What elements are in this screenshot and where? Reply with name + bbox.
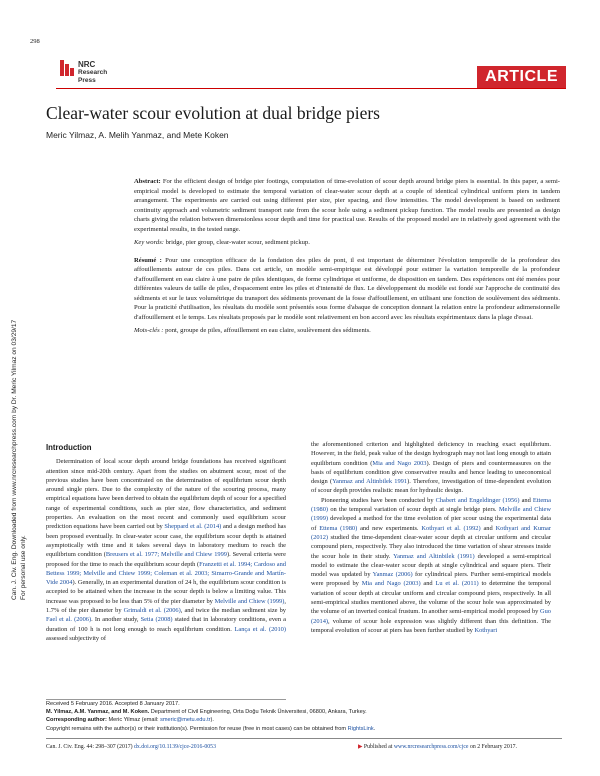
citation-link[interactable]: Breusers et al. 1977; Melville and Chiew 1999 <box>105 551 227 559</box>
resume-label: Résumé : <box>134 256 162 264</box>
logo-text <box>78 61 118 85</box>
citation-link[interactable]: Ettema (1980) <box>311 496 551 514</box>
resume-text: Pour une conception efficace de la fondation des piles de pont, il est important de déterminer l'évolution temporelle de la profondeur des affouillements autour de ces piles. Dans cet article, un modèle semi-empirique est développé pour estimer la variation temporelle de la profondeur d'affouillement en eau claire à une paire de piles identiques, de forme cylindrique et uniforme, de disposition en tandem. Des expériences ont été menées pour différentes valeurs de taille de piles, d'espacement entre les piles et d'intensité de flux. Le développement du modèle est fondé sur l'approche de continuité des sédiments et sur le taux volumétrique du transport des sédiments provenant de la fosse d'affouillement, en utilisant une fonction de soulèvement des sédiments. Pour la praticité d'utilisation, les résultats du modèle sont présentés sous forme d'abaque de conception donnant la relation entre la profondeur adimensionnelle d'affouillement et le temps. Les résultats proposés par le modèle sont relativement en bon accord avec les résultats expérimentaux dans la plage d'essai. <box>134 256 561 321</box>
affiliation-line: M. Yilmaz, A.M. Yanmaz, and M. Koken. Department of Civil Engineering, Orta Doğu Teknik Üniversitesi, 06800, Ankara, Turkey. <box>46 709 367 716</box>
citation-link[interactable]: Chabert and Engeldinger (1956) <box>435 496 520 504</box>
citation-link[interactable]: Lu et al. (2011) <box>435 580 479 588</box>
intro-paragraph-2: Pioneering studies have been conducted by Chabert and Engeldinger (1956) and Ettema (1980) on the temporal variation of scour depth at single bridge piers. Melville and Chiew (1999) developed a method for the time evolution of pier scour using the experimental data of Ettema (1980) and new experiments. Kothyari et al. (1992) and Kothyari and Kumar (2012) studied the time-dependent clear-water scour depth at circular uniform and circular compound piers, respectively. They also introduced the time variation of shear stresses inside the scour hole in their study. Yanmaz and Altinbilek (1991) developed a semi-empirical model to estimate the clear-water scour depth at single cylindrical and square piers. Their model was updated by Yanmaz (2006) for cylindrical piers. Further semi-empirical models were proposed by Mia and Nago (2003) and Lu et al. (2011) to determine the temporal variation of scour depth at circular uniform and circular compound piers, respectively. In all semi-empirical studies mentioned above, the volume of the scour hole was approximated by the volume of an inverted conical frustum. In another semi-empirical model proposed by Guo (2014), volume of scour hole expression was slightly different than this definition. The temporal evolution of scour at piers has been further studied by Kothyari <box>311 496 551 634</box>
resume-paragraph <box>134 256 560 323</box>
abstract-block <box>134 177 560 336</box>
rightslink-link[interactable]: RightsLink <box>347 725 374 732</box>
resume-keywords <box>134 326 560 336</box>
doi-link[interactable]: dx.doi.org/10.1139/cjce-2016-0053 <box>134 744 216 750</box>
right-column <box>311 440 551 635</box>
citation-link[interactable]: Guo (2014) <box>311 608 551 625</box>
header-rule <box>56 88 566 89</box>
article-title: Clear-water scour evolution at dual bridge piers <box>46 103 380 123</box>
citation-link[interactable]: Setia (2008) <box>140 616 173 624</box>
citation-link[interactable]: Yanmaz (2006) <box>372 571 413 579</box>
nrc-logo-icon <box>58 58 76 78</box>
publisher-logo[interactable] <box>58 58 118 98</box>
citation-link[interactable]: Franzetti et al. 1994; Cardoso and Bettess 1999; Melville and Chiew 1999; Coleman et al. 2003; Simarro-Grande and Martín-Vide 2004 <box>46 560 287 587</box>
mots-cles-label: Mots-clés : <box>134 327 164 334</box>
abstract-label: Abstract: <box>134 178 161 185</box>
citation-link[interactable]: Sheppard et al. (2014) <box>164 523 222 531</box>
citation-link[interactable]: Fael et al. (2006) <box>46 616 92 624</box>
citation-link[interactable]: Kothyari <box>474 626 498 634</box>
sidebar-text <box>10 320 28 600</box>
mots-cles-text: pont, groupe de piles, affouillement en eau claire, soulèvement des sédiments. <box>163 327 371 334</box>
citation-link[interactable]: Kothyari and Kumar (2012) <box>311 524 551 541</box>
keywords-text: bridge, pier group, clear-water scour, sediment pickup. <box>163 239 310 246</box>
section-heading: Introduction <box>46 443 92 452</box>
logo-subname: Research Press <box>78 69 108 84</box>
article-banner: ARTICLE <box>477 66 566 88</box>
corresponding-line: Corresponding author: Meric Yilmaz (email: smeric@metu.edu.tr). <box>46 717 214 724</box>
footnotes <box>46 700 576 733</box>
author-list: Meric Yilmaz, A. Melih Yanmaz, and Mete Koken <box>46 130 229 140</box>
citation-link[interactable]: Mia and Nago (2003) <box>361 580 421 588</box>
citation-link[interactable]: Mia and Nago 2003 <box>372 459 427 467</box>
keywords-label: Key words: <box>134 239 164 246</box>
footer-rule <box>46 738 562 739</box>
abstract-paragraph <box>134 177 560 234</box>
left-column <box>46 443 286 643</box>
citation-link[interactable]: Yanmaz and Altinbilek 1991 <box>332 478 408 486</box>
citation-link[interactable]: Melville and Chiew (1999) <box>214 597 285 605</box>
abstract-keywords <box>134 238 560 248</box>
published-arrow-icon: ▶ <box>358 744 363 750</box>
download-sidebar <box>6 180 27 600</box>
citation-link[interactable]: Grimaldi et al. (2006) <box>123 607 181 615</box>
copyright-line: Copyright remains with the author(s) or their institution(s). Permission for reuse (free in most cases) can be obtained from RightsLink. <box>46 725 376 732</box>
intro-paragraph-1-cont: the aforementioned criterion and highlighted deficiency in reaching exact equilibrium. However, in the field, peak value of the design hydrograph may not last long enough to attain equilibrium condition (Mia and Nago 2003). Design of piers and countermeasures on the basis of equilibrium condition give conservative results and hence leading to uneconomical design (Yanmaz and Altinbilek 1991). Therefore, investigation of time-dependent evolution of scour depth provides realistic mean for hydraulic design. <box>311 441 551 495</box>
page-number: 298 <box>30 38 40 45</box>
received-line: Received 5 February 2016. Accepted 8 January 2017. <box>46 701 180 707</box>
sidebar-line-2: For personal use only. <box>20 535 27 600</box>
published-line: ▶ Published at www.nrcresearchpress.com/cjce on 2 February 2017. <box>358 744 517 750</box>
publisher-site-link[interactable]: www.nrcresearchpress.com/cjce <box>393 744 469 750</box>
citation-link[interactable]: Ettema (1980) <box>319 524 358 532</box>
logo-name: NRC <box>78 60 96 69</box>
journal-citation: Can. J. Civ. Eng. 44: 298–307 (2017) dx.doi.org/10.1139/cjce-2016-0053 <box>46 744 216 750</box>
abstract-text: For the efficient design of bridge pier footings, computation of time-evolution of scour depth around bridge piers is essential. In this paper, a semi-empirical model is developed to estimate the temporal variation of clear-water scour depth at a couple of identical cylindrical uniform piers in tandem arrangement. The experiments are carried out using different pier size, pier spacing, and flow intensities. The model development is based on sediment continuity approach and volumetric sediment transport rate from the scour hole using a sediment pickup function. The model results are presented as design charts giving the relation between dimensionless scour depth and time for practical use. Results of the proposed model are in relatively good agreement with the experimental results, in the tested range. <box>134 178 560 233</box>
citation-link[interactable]: Melville and Chiew (1999) <box>311 506 551 523</box>
citation-link[interactable]: Yanmaz and Altinbilek (1991) <box>393 552 475 560</box>
email-link[interactable]: smeric@metu.edu.tr <box>160 717 211 724</box>
intro-paragraph-1: Determination of local scour depth around bridge foundations has received significant attention since mid-20th century. Apart from the studies on abutment scour, most of the previous studies have been concentrated on the determination of equilibrium scour depth around single piers. Due to the complexity of the nature of the scouring process, many empirical equations have been derived to obtain the equilibrium depth of scour for a specified range of experimental conditions, such as pier size, flow characteristics, and sediment properties. An evaluation on the most recent and commonly used equilibrium scour prediction equations have been carried out by Sheppard et al. (2014) and a design method has been proposed eventually. In clear-water scour case, the equilibrium scour depth is attained asymptotically with time and it takes several days in laboratory medium to reach the equilibrium condition (Breusers et al. 1977; Melville and Chiew 1999). Several criteria were proposed for the time to reach the equilibrium scour depth (Franzetti et al. 1994; Cardoso and Bettess 1999; Melville and Chiew 1999; Coleman et al. 2003; Simarro-Grande and Martín-Vide 2004). Generally, in an experimental duration of 24 h, the equilibrium scour condition is accepted to be attained when the increase in the scour depth is below a limiting value. This increase was proposed to be less than 5% of the pier diameter by Melville and Chiew (1999), 1.7% of the pier diameter by Grimaldi et al. (2006), and twice the median sediment size by Fael et al. (2006). In another study, Setia (2008) stated that in laboratory conditions, even a duration of 100 h is not long enough to reach equilibrium condition. Lança et al. (2010) assessed subjectivity of <box>46 458 287 642</box>
citation-link[interactable]: Kothyari et al. (1992) <box>421 524 481 532</box>
citation-link[interactable]: Lança et al. (2010) <box>234 625 286 633</box>
sidebar-line-1: Can. J. Civ. Eng. Downloaded from www.nrcresearchpress.com by Dr. Meric Yilmaz on 03/29/17 <box>11 319 18 600</box>
